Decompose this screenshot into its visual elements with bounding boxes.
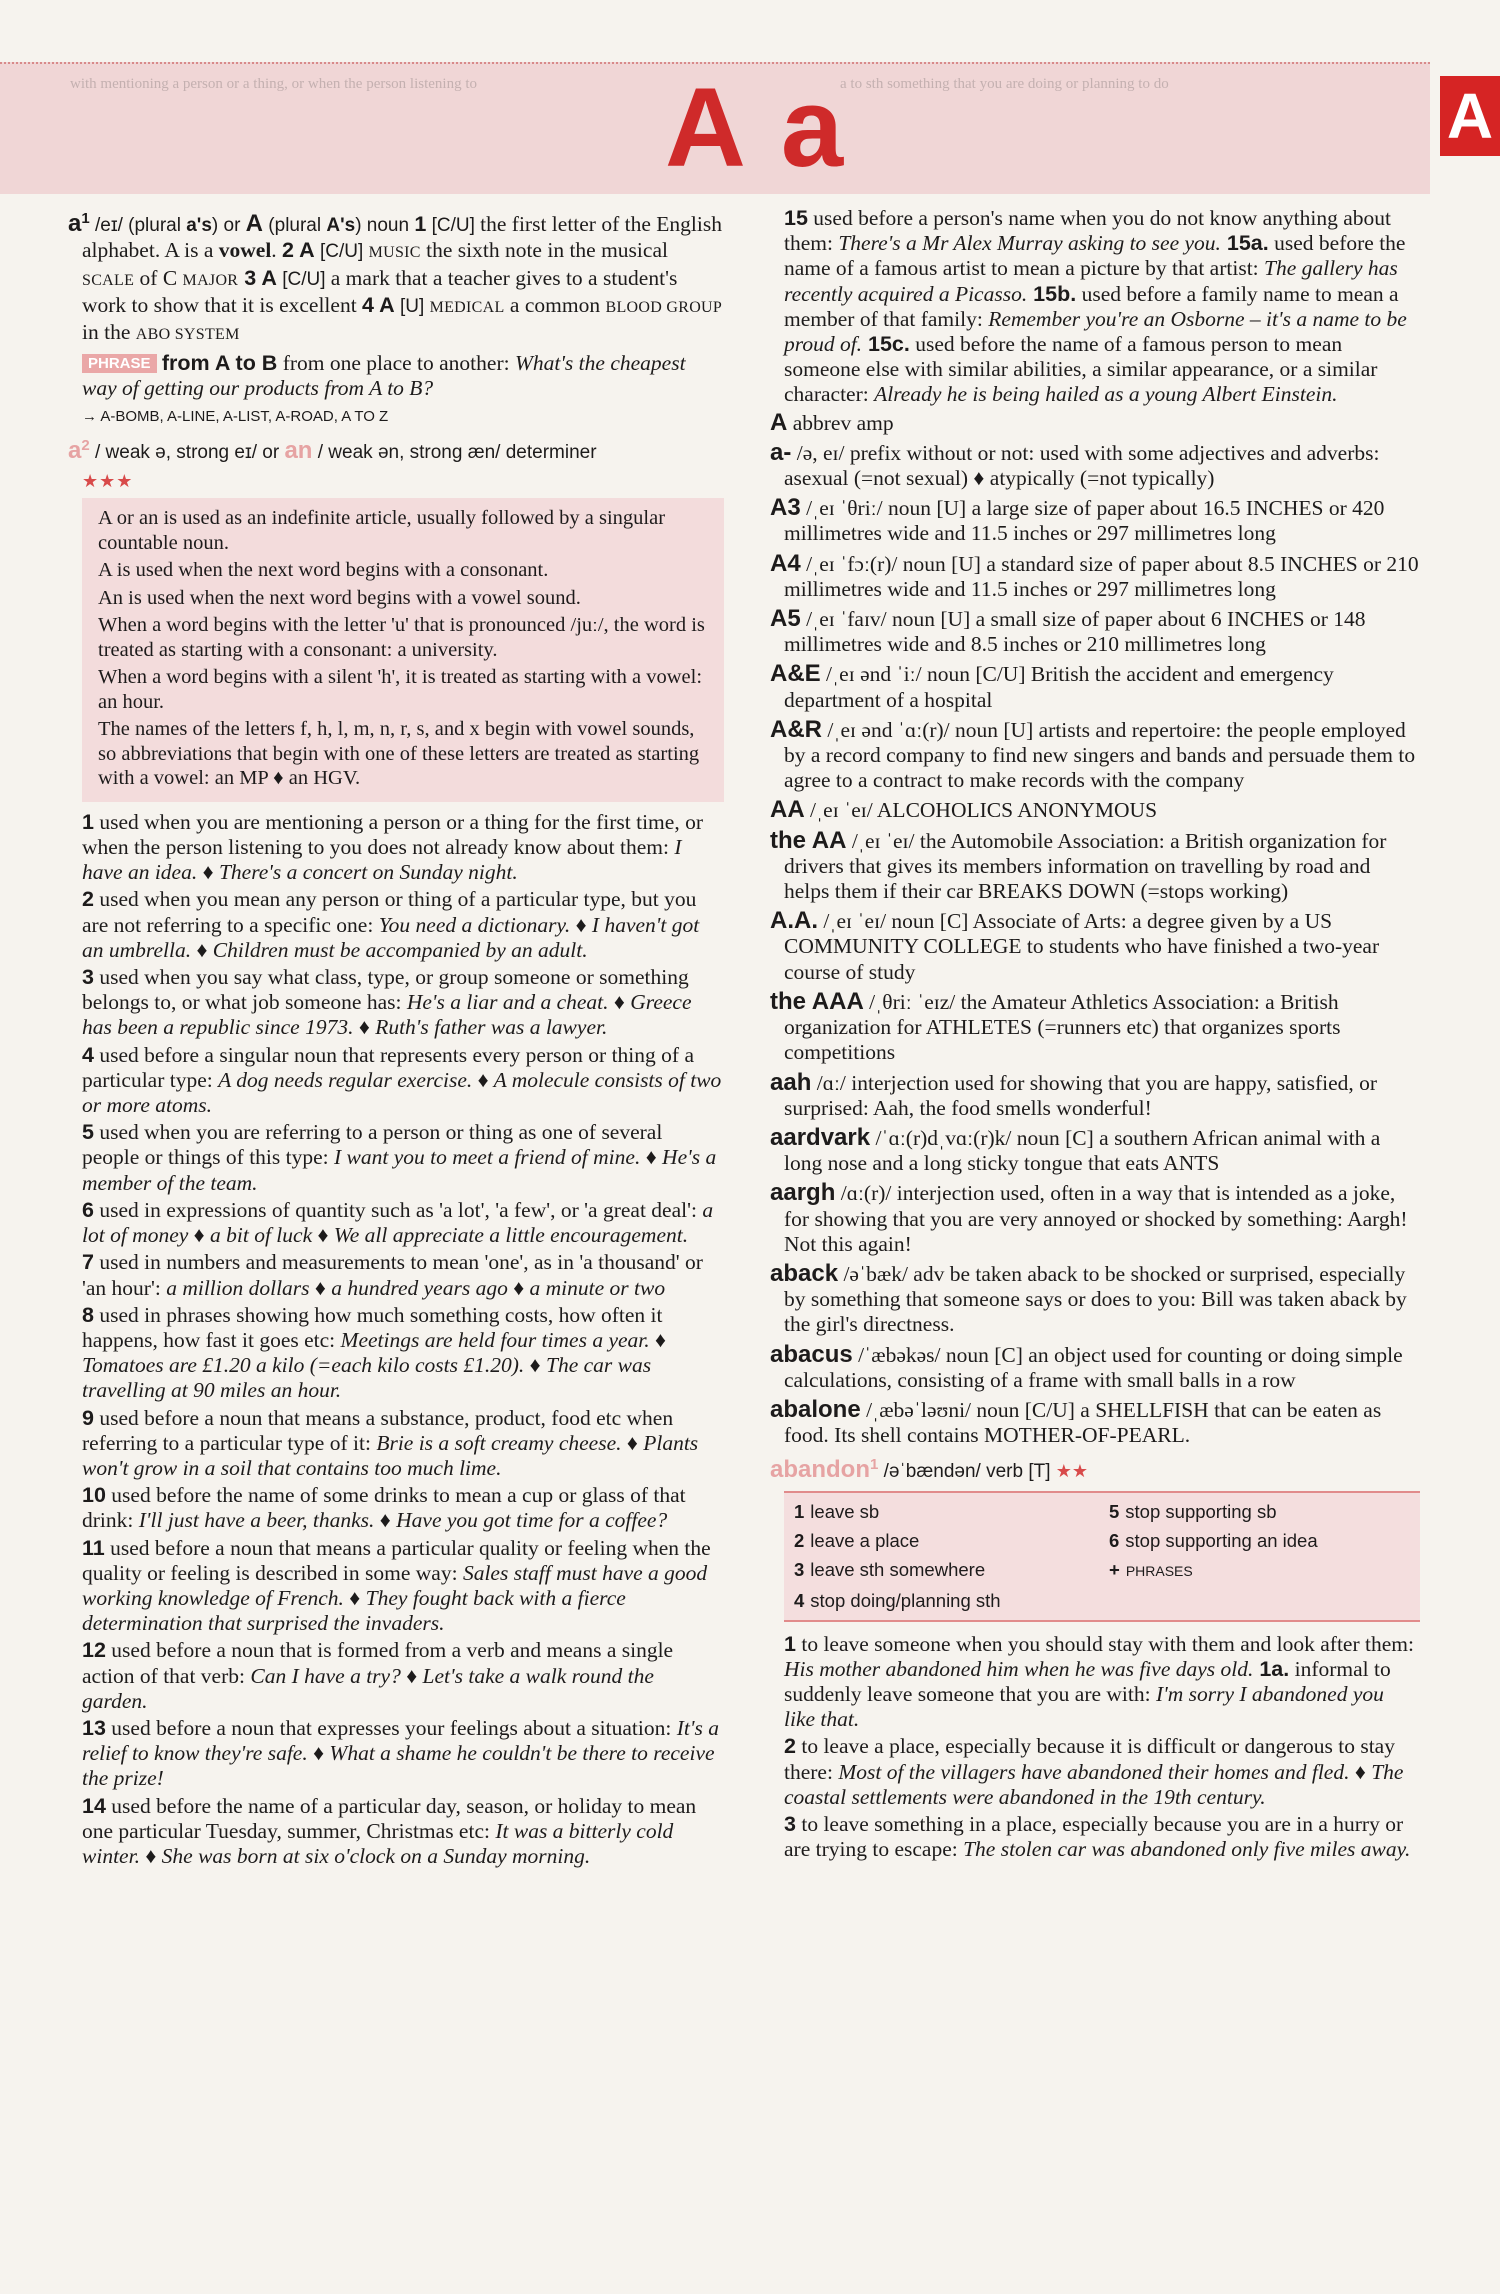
entry [770, 1180, 1420, 1257]
text-span: /ˌeɪ ˈeɪ/ noun [C] Associate of Arts: a degree given by a US COMMUNITY COLLEGE to students who have finished a two-year course of study [784, 909, 1380, 984]
text-span: I'll just have a beer, thanks. ♦ Have you got time for a coffee? [138, 1508, 668, 1533]
text-span: used in phrases showing how much something costs, how often it happens, how fast it goes etc: [82, 1302, 663, 1352]
text-span: It's a relief to know they're safe. ♦ What a shame he couldn't be there to receive the prize! [82, 1715, 719, 1791]
menu-item [794, 1528, 1095, 1553]
headword: a- [770, 438, 792, 466]
text-span: 2 [82, 887, 94, 912]
entry [770, 1261, 1420, 1338]
sense [82, 1794, 724, 1870]
headword: A3 [770, 494, 801, 522]
text-span: PHRASES [1125, 1563, 1193, 1580]
text-span: from one place to another: [277, 351, 515, 376]
text-span: 8 [82, 1302, 94, 1327]
sense [82, 887, 724, 963]
text-span: 14 [82, 1793, 106, 1818]
bleed-through-text: a to sth something that you are doing or planning to do [840, 76, 1169, 92]
text-span: Brie is a soft creamy cheese. ♦ Plants won't grow in a soil that contains too much lime. [82, 1430, 699, 1480]
headword: abacus [770, 1340, 853, 1368]
text-span: + [1109, 1559, 1120, 1581]
entry [770, 1125, 1420, 1176]
text-span: 1 [794, 1500, 805, 1522]
sense [784, 1734, 1420, 1810]
text-span: 3 A [238, 265, 277, 290]
text-span: the first letter of the English alphabet. A is a [82, 212, 722, 263]
text-span: used in expressions of quantity such as 'a lot', 'a few', or 'a great deal': [99, 1197, 703, 1222]
text-span: [U] [394, 295, 430, 317]
text-span: a million dollars ♦ a hundred years ago ♦ a minute or two [166, 1275, 666, 1300]
phrase-from-a-to-b [82, 351, 724, 401]
entry [770, 1070, 1420, 1121]
text-span: used when you mean any person or thing of a particular type, but you are not referring to a specific one: [82, 887, 697, 937]
text-span: informal to suddenly leave someone that you are with: [784, 1656, 1391, 1706]
text-span: ) noun [355, 215, 415, 237]
usage-note-line: The names of the letters f, h, l, m, n, r, s, and x begin with vowel sounds, so abbreviations that begin with one of these letters are treated as starting with a vowel: an MP ♦ an HGV. [98, 718, 700, 790]
text-span: SCALE [82, 271, 135, 289]
text-span: vowel [218, 238, 272, 263]
text-span: 4 [82, 1042, 94, 1067]
text-span: You need a dictionary. ♦ I haven't got an umbrella. ♦ Children must be accompanied by an adult. [82, 912, 700, 962]
headword: the AA [770, 826, 847, 854]
text-span: 3 [784, 1811, 796, 1836]
text-span: A's [326, 215, 356, 237]
text-span: 9 [82, 1405, 94, 1430]
text-span: used before a noun that means a particular quality or feeling when the quality or feeling is described in some way: [82, 1535, 711, 1585]
text-span: 1 [870, 1456, 879, 1474]
sense [82, 1406, 724, 1482]
text-span: leave sb [810, 1500, 880, 1522]
text-span: 10 [82, 1483, 106, 1508]
text-span: used before a singular noun that represents every person or thing of a particular type: [82, 1042, 694, 1092]
text-span: Sales staff must have a good working knowledge of French. ♦ They fought back with a fierce determination that surprised the invaders. [82, 1560, 708, 1636]
text-span: 2 [81, 436, 90, 454]
text-span: 3 [794, 1559, 805, 1581]
text-span: used before a noun that is formed from a verb and means a single action of that verb: [82, 1638, 674, 1688]
text-span: /əˈbændən/ verb [T] [878, 1461, 1056, 1483]
entry-abandon [770, 1452, 1420, 1484]
text-span: 1a. [1253, 1656, 1290, 1681]
text-span: leave sth somewhere [810, 1559, 986, 1581]
text-span: 1 [784, 1631, 796, 1656]
text-span: the sixth note in the musical [420, 238, 668, 263]
text-span: . [271, 238, 283, 263]
text-span: 15 [784, 206, 808, 230]
sense [82, 1483, 724, 1533]
sense [82, 1716, 724, 1792]
text-span: Meetings are held four times a year. ♦ Tomatoes are £1.20 a kilo (=each kilo costs £1.20). ♦ The car was travelling at 90 miles an hour. [82, 1327, 666, 1403]
headword: A [770, 408, 788, 436]
menu-item [794, 1588, 1095, 1613]
text-span: used before a noun that means a substance, product, food etc when referring to a particular type of it: [82, 1405, 674, 1455]
text-span: in the [82, 319, 136, 344]
text-span: a common [504, 292, 606, 317]
text-span: 2 A [282, 238, 315, 263]
entry [770, 828, 1420, 905]
usage-note-box [82, 498, 724, 802]
entry [770, 1397, 1420, 1448]
headword: A&E [770, 660, 821, 688]
text-span: His mother abandoned him when he was five days old. [784, 1656, 1254, 1681]
text-span: used when you are referring to a person or thing as one of several people or things of this type: [82, 1120, 663, 1170]
menu-item [1109, 1499, 1410, 1524]
text-span: (plural [263, 215, 327, 237]
text-span: from A to B [161, 351, 278, 376]
headword: aback [770, 1259, 839, 1287]
headword: AA [770, 796, 805, 824]
text-span: MAJOR [182, 271, 239, 289]
text-span: 6 [1109, 1529, 1120, 1551]
text-span: used when you are mentioning a person or a thing for the first time, or when the person listening to you does not already know about them: [82, 809, 703, 860]
sense [82, 1536, 724, 1637]
text-span: an [284, 436, 313, 464]
text-span: The gallery has recently acquired a Picasso. [784, 256, 1398, 306]
cross-reference: → A-BOMB, A-LINE, A-LIST, A-ROAD, A TO Z [82, 407, 389, 425]
sense [82, 965, 724, 1041]
left-column [68, 206, 724, 1871]
text-span: MEDICAL [429, 298, 505, 316]
usage-note-line: When a word begins with the letter 'u' that is pronounced /juː/, the word is treated as starting with a consonant: a university. [98, 614, 705, 661]
text-span: 1 [82, 809, 94, 834]
text-span: /əˈbæk/ adv be taken aback to be shocked or surprised, especially by something that someone says or does to you: Bill was taken aback by the girl's directness. [784, 1261, 1407, 1337]
sense [784, 1812, 1420, 1862]
text-span: [C/U] [426, 215, 481, 237]
text-span: used before the name of some drinks to mean a cup or glass of that drink: [82, 1483, 686, 1533]
text-span: leave a place [810, 1529, 920, 1551]
sense [82, 1303, 724, 1404]
text-span: /ˌæbəˈləʊni/ noun [C/U] a SHELLFISH that can be eaten as food. Its shell contains MOTHER-OF-PEARL. [784, 1397, 1382, 1448]
text-span: /ˌeɪ ˈeɪ/ the Automobile Association: a British organization for drivers that gives its members information on travelling by road and helps them if their car BREAKS DOWN (=stops working) [784, 828, 1387, 904]
text-span: used before a person's name when you do not know anything about them: [784, 206, 1391, 256]
text-span: used when you say what class, type, or group someone or something belongs to, or what job someone has: [82, 965, 689, 1015]
text-span: ABO SYSTEM [135, 325, 240, 343]
text-span: / weak ə, strong eɪ/ or [89, 441, 285, 463]
usage-note-line: An is used when the next word begins with a vowel sound. [98, 586, 581, 609]
headword: aardvark [770, 1123, 871, 1151]
text-span: I want you to meet a friend of mine. ♦ He's a member of the team. [82, 1145, 717, 1195]
text-span: /ˌeɪ ˈeɪ/ ALCOHOLICS ANONYMOUS [804, 798, 1158, 823]
text-span: a lot of money ♦ a bit of luck ♦ We all appreciate a little encouragement. [82, 1197, 714, 1248]
entry-a2 [68, 433, 724, 465]
text-span: 2 [794, 1529, 805, 1551]
bleed-through-text: with mentioning a person or a thing, or when the person listening to [70, 76, 478, 92]
headword: a [68, 210, 82, 238]
text-span: 15b. [1027, 281, 1077, 306]
sense [82, 1198, 724, 1248]
thumb-index-tab: A [1440, 76, 1500, 156]
text-span: [C/U] [276, 268, 331, 290]
text-span: stop supporting sb [1125, 1500, 1277, 1522]
entry [770, 440, 1420, 491]
entry [770, 989, 1420, 1066]
frequency-stars: ★★★ [82, 471, 134, 492]
headword: abandon [770, 1456, 870, 1484]
entry [770, 551, 1420, 602]
text-span: It was a bitterly cold winter. ♦ She was born at six o'clock on a Sunday morning. [82, 1818, 674, 1868]
menu-item [1109, 1557, 1410, 1584]
text-span: /ˌeɪ ənd ˈiː/ noun [C/U] British the accident and emergency department of a hospital [784, 662, 1334, 712]
text-span: /ˌeɪ ənd ˈɑː(r)/ noun [U] artists and repertoire: the people employed by a record company to find new singers and bands and persuade them to agree to a contract to make records with the company [784, 717, 1416, 793]
text-span: used before a noun that expresses your feelings about a situation: [111, 1715, 677, 1740]
section-letter-heading: A a [665, 65, 848, 190]
text-span: A [245, 210, 264, 238]
entry [770, 661, 1420, 712]
sense [82, 1250, 724, 1300]
text-span: 1 [414, 212, 427, 237]
text-span: /ˌeɪ ˈfaɪv/ noun [U] a small size of paper about 6 INCHES or 148 millimetres wide and 8.5 inches or 210 millimetres long [784, 607, 1366, 657]
text-span: /ə, eɪ/ prefix without or not: used with some adjectives and adverbs: asexual (=not sexual) ♦ atypically (=not typically) [784, 440, 1380, 491]
text-span: Most of the villagers have abandoned their homes and fled. ♦ The coastal settlements were abandoned in the 19th century. [784, 1759, 1404, 1809]
text-span: abbrev amp [787, 410, 894, 435]
text-span: a mark that a teacher gives to a student's work to show that it is excellent [82, 265, 678, 317]
text-span: used in numbers and measurements to mean 'one', as in 'a thousand' or 'an hour': [82, 1250, 703, 1300]
entry [770, 606, 1420, 657]
text-span: I have an idea. ♦ There's a concert on Sunday night. [82, 835, 682, 885]
text-span: /ˌeɪ ˈθriː/ noun [U] a large size of paper about 16.5 INCHES or 420 millimetres wide and 11.5 inches or 297 millimetres long [784, 496, 1385, 546]
text-span: 7 [82, 1250, 94, 1275]
text-span: 15c. [862, 332, 910, 357]
menu-item [794, 1557, 1095, 1584]
entry [770, 1342, 1420, 1393]
text-span: /ɑː/ interjection used for showing that you are happy, satisfied, or surprised: Aah, the food smells wonderful! [784, 1070, 1378, 1120]
sense-15 [784, 206, 1420, 408]
entry [770, 908, 1420, 985]
entry [770, 717, 1420, 794]
headword: the AAA [770, 987, 864, 1015]
headword: A.A. [770, 907, 818, 935]
text-span: BLOOD GROUP [605, 298, 723, 316]
text-span: 4 A [362, 292, 395, 317]
text-span: A dog needs regular exercise. ♦ A molecule consists of two or more atoms. [82, 1067, 722, 1118]
text-span: to leave something in a place, especially because you are in a hurry or are trying to escape: [784, 1811, 1404, 1862]
text-span: Remember you're an Osborne – it's a name to be proud of. [784, 306, 1407, 357]
text-span: ) or [211, 215, 246, 237]
text-span: used before a family name to mean a member of that family: [784, 281, 1399, 331]
entry [770, 495, 1420, 546]
usage-note-line: A or an is used as an indefinite article, usually followed by a singular countable noun. [98, 507, 666, 554]
sense-menu-box [784, 1491, 1420, 1622]
entry [770, 410, 1420, 436]
headword: aah [770, 1068, 812, 1096]
text-span: I'm sorry I abandoned you like that. [784, 1681, 1384, 1732]
text-span: MUSIC [368, 244, 421, 262]
usage-note-line: A is used when the next word begins with a consonant. [98, 559, 549, 582]
text-span: / weak ən, strong æn/ determiner [312, 441, 597, 463]
text-span: of C [134, 265, 183, 290]
frequency-stars: ★★ [1055, 1461, 1089, 1482]
text-span: 6 [82, 1197, 94, 1222]
text-span: used before the name of a famous artist to mean a picture by that artist: [784, 231, 1406, 281]
text-span: /ɑː(r)/ interjection used, often in a way that is intended as a joke, for showing that you are very annoyed or shocked by something: Aargh! Not this again! [784, 1181, 1408, 1256]
usage-note-line: When a word begins with a silent 'h', it is treated as starting with a vowel: an hour. [98, 666, 703, 713]
sense [784, 1632, 1420, 1733]
menu-item [1109, 1528, 1410, 1553]
right-column [770, 206, 1420, 1864]
text-span: used before the name of a famous person to mean someone else with similar abilities, a similar appearance, or a similar character: [784, 332, 1378, 407]
sense [82, 1043, 724, 1119]
text-span: 3 [82, 965, 94, 990]
text-span: 13 [82, 1715, 106, 1740]
text-span: to leave a place, especially because it is difficult or dangerous to stay there: [784, 1734, 1395, 1784]
text-span: /ˈæbəkəs/ noun [C] an object used for counting or doing simple calculations, consisting of a frame with small balls in a row [784, 1342, 1403, 1392]
headword: A&R [770, 715, 822, 743]
text-span: 12 [82, 1638, 106, 1663]
sense [82, 1638, 724, 1714]
text-span: stop doing/planning sth [810, 1590, 1001, 1612]
text-span: stop supporting an idea [1125, 1529, 1318, 1551]
text-span: to leave someone when you should stay with them and look after them: [795, 1631, 1414, 1656]
headword: abalone [770, 1395, 861, 1423]
text-span: 2 [784, 1734, 796, 1759]
sense [82, 1120, 724, 1196]
phrase-label: PHRASE [82, 354, 157, 373]
text-span: /ˌθriː ˈeɪz/ the Amateur Athletics Association: a British organization for ATHLETES (=runners etc) that organizes sports competitions [784, 989, 1341, 1065]
entry [770, 797, 1420, 823]
text-span: Already he is being hailed as a young Albert Einstein. [874, 382, 1338, 407]
menu-item [794, 1499, 1095, 1524]
text-span: /ˈɑː(r)dˌvɑː(r)k/ noun [C] a southern African animal with a long nose and a long sticky tongue that eats ANTS [784, 1125, 1381, 1176]
entry-a1 [68, 206, 724, 347]
text-span: 5 [82, 1120, 94, 1145]
text-span: 5 [1109, 1500, 1120, 1522]
text-span: 15a. [1220, 231, 1269, 256]
headword: aargh [770, 1179, 836, 1207]
text-span: [C/U] [314, 241, 369, 263]
text-span: Can I have a try? ♦ Let's take a walk round the garden. [82, 1663, 654, 1713]
text-span: 4 [794, 1590, 805, 1612]
headword: a [68, 436, 82, 464]
text-span: /eɪ/ (plural [89, 215, 187, 237]
text-span: What's the cheapest way of getting our products from A to B? [82, 351, 686, 401]
headword: A5 [770, 605, 801, 633]
text-span: a's [186, 215, 212, 237]
sense [82, 810, 724, 886]
text-span: 11 [82, 1535, 105, 1560]
text-span: There's a Mr Alex Murray asking to see you. [838, 231, 1221, 256]
text-span: used before the name of a particular day, season, or holiday to mean one particular Tuesday, summer, Christmas etc: [82, 1793, 697, 1843]
text-span: He's a liar and a cheat. ♦ Greece has been a republic since 1973. ♦ Ruth's father was a lawyer. [82, 990, 692, 1040]
text-span: /ˌeɪ ˈfɔː(r)/ noun [U] a standard size of paper about 8.5 INCHES or 210 millimetres wide and 11.5 inches or 297 millimetres long [784, 551, 1419, 601]
text-span: 1 [81, 210, 90, 227]
text-span: The stolen car was abandoned only five miles away. [963, 1837, 1411, 1862]
headword: A4 [770, 549, 801, 577]
